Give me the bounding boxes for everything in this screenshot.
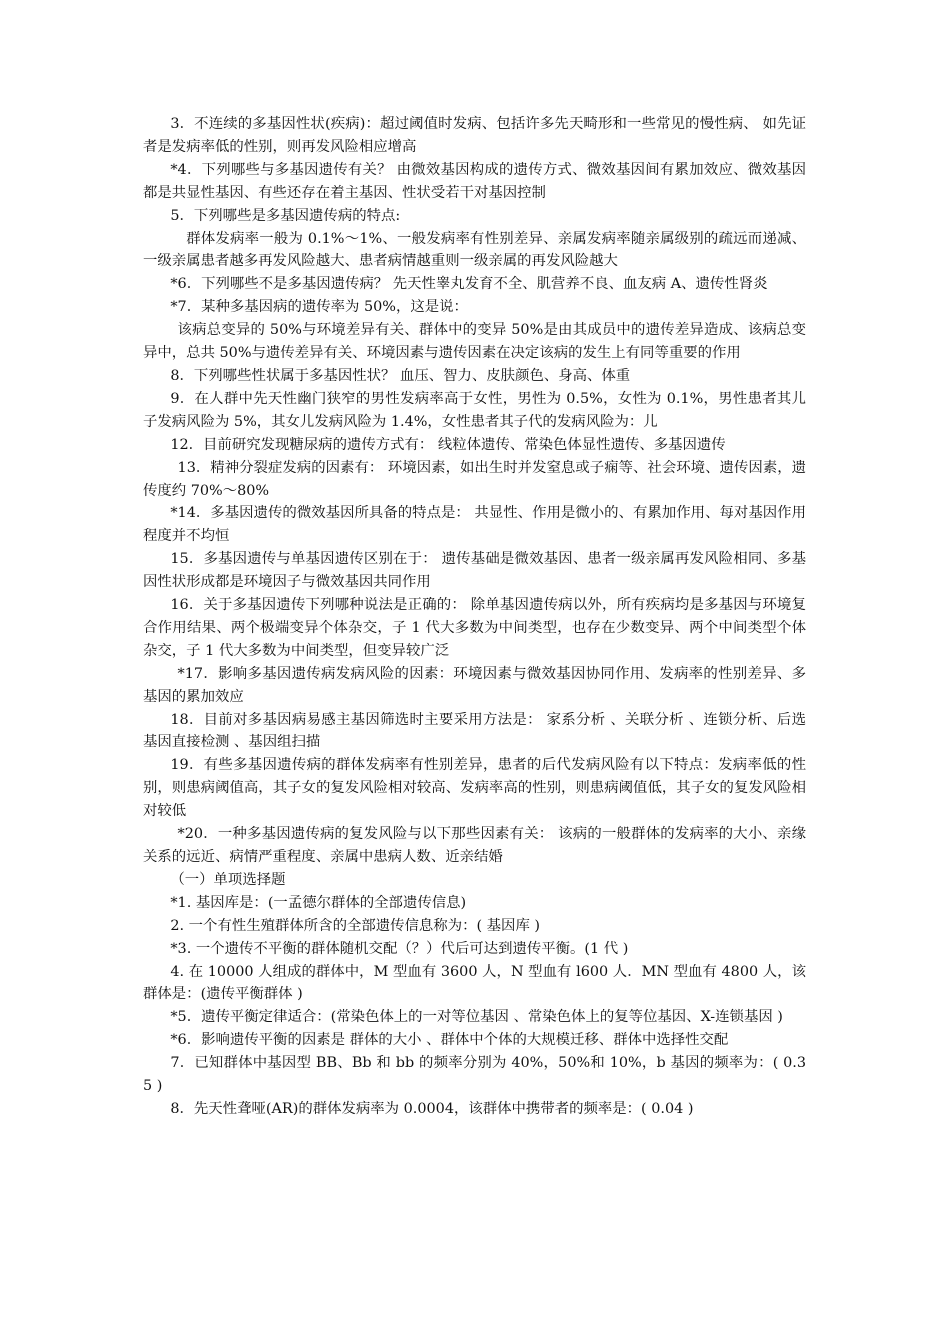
paragraph: *6．影响遗传平衡的因素是 群体的大小 、群体中个体的大规模迁移、群体中选择性交配 (170, 1032, 729, 1049)
paragraph: *20．一种多基因遗传病的复发风险与以下那些因素有关： 该病的一般群体的发病率的大小、亲缘关系的远近、病情严重程度、亲属中患病人数、近亲结婚 (143, 826, 806, 865)
paragraph: 群体发病率一般为 0.1%～1%、一般发病率有性别差异、亲属发病率随亲属级别的疏远而递减、一级亲属患者越多再发风险越大、患者病情越重则一级亲属的再发风险越大 (143, 230, 806, 270)
paragraph: *17．影响多基因遗传病发病风险的因素：环境因素与微效基因协同作用、发病率的性别差异、多基因的累加效应 (143, 665, 806, 705)
paragraph: 9．在人群中先天性幽门狭窄的男性发病率高于女性，男性为 0.5%，女性为 0.1%，男性患者其儿子发病风险为 5%，其女儿发病风险为 1.4%，女性患者其子代的发病风险为：儿 (143, 390, 806, 430)
paragraph: *6．下列哪些不是多基因遗传病？ 先天性睾丸发育不全、肌营养不良、血友病 A、遗传性肾炎 (170, 276, 768, 293)
paragraph: *3. 一个遗传不平衡的群体随机交配（？）代后可达到遗传平衡。(1 代 ) (170, 940, 629, 957)
paragraph: 7．已知群体中基因型 BB、Bb 和 bb 的频率分别为 40%，50%和 10%，b 基因的频率为：( 0.35 ) (143, 1055, 806, 1095)
paragraph: *5．遗传平衡定律适合：(常染色体上的一对等位基因 、常染色体上的复等位基因、X-连锁基因 ) (170, 1009, 783, 1026)
paragraph: 5．下列哪些是多基因遗传病的特点: (170, 207, 401, 224)
paragraph: 19．有些多基因遗传病的群体发病率有性别差异，患者的后代发病风险有以下特点：发病率低的性别，则患病阈值高，其子女的复发风险相对较高、发病率高的性别，则患病阈值低，其子女的复发风险相对较低 (143, 757, 806, 820)
paragraph: 15．多基因遗传与单基因遗传区别在于： 遗传基础是微效基因、患者一级亲属再发风险相同、多基因性状形成都是环境因子与微效基因共同作用 (143, 551, 806, 591)
paragraph: 8．下列哪些性状属于多基因性状？ 血压、智力、皮肤颜色、身高、体重 (170, 367, 631, 384)
paragraph: 该病总变异的 50%与环境差异有关、群体中的变异 50%是由其成员中的遗传差异造成、该病总变异中，总共 50%与遗传差异有关、环境因素与遗传因素在决定该病的发生上有同等重要的作用 (143, 322, 806, 362)
document-body (143, 113, 806, 1121)
paragraph: 12．目前研究发现糖尿病的遗传方式有： 线粒体遗传、常染色体显性遗传、多基因遗传 (170, 436, 726, 453)
paragraph: 2. 一个有性生殖群体所含的全部遗传信息称为：( 基因库 ) (170, 917, 541, 934)
paragraph: 18．目前对多基因病易感主基因筛选时主要采用方法是： 家系分析 、关联分析 、连锁分析、后选基因直接检测 、基因组扫描 (143, 711, 806, 751)
paragraph: 8．先天性聋哑(AR)的群体发病率为 0.0004，该群体中携带者的频率是：( 0.04 ) (170, 1100, 694, 1117)
paragraph: 13．精神分裂症发病的因素有： 环境因素，如出生时并发窒息或子痫等、社会环境、遗传因素，遗传度约 70%～80% (143, 459, 806, 499)
paragraph: 3．不连续的多基因性状(疾病)：超过阈值时发病、包括许多先天畸形和一些常见的慢性病、 如先证者是发病率低的性别，则再发风险相应增高 (143, 116, 806, 155)
paragraph: 16．关于多基因遗传下列哪种说法是正确的： 除单基因遗传病以外，所有疾病均是多基因与环境复合作用结果、两个极端变异个体杂交，子 1 代大多数为中间类型，也存在少数变异、两个中间类型个体杂交，子 1 代大多数为中间类型，但变异较广泛 (143, 597, 806, 659)
paragraph: *4．下列哪些与多基因遗传有关？ 由微效基因构成的遗传方式、微效基因间有累加效应、微效基因都是共显性基因、有些还存在着主基因、性状受若干对基因控制 (143, 161, 806, 201)
paragraph: *14．多基因遗传的微效基因所具备的特点是： 共显性、作用是微小的、有累加作用、每对基因作用程度并不均恒 (143, 505, 806, 545)
paragraph: 4. 在 10000 人组成的群体中，M 型血有 3600 人，N 型血有 l600 人．MN 型血有 4800 人，该群体是：(遗传平衡群体 ) (143, 963, 806, 1003)
paragraph: *7．某种多基因病的遗传率为 50%，这是说： (170, 299, 468, 316)
paragraph: *1. 基因库是：(一孟德尔群体的全部遗传信息) (170, 894, 467, 911)
section-heading: （一）单项选择题 (170, 871, 286, 888)
